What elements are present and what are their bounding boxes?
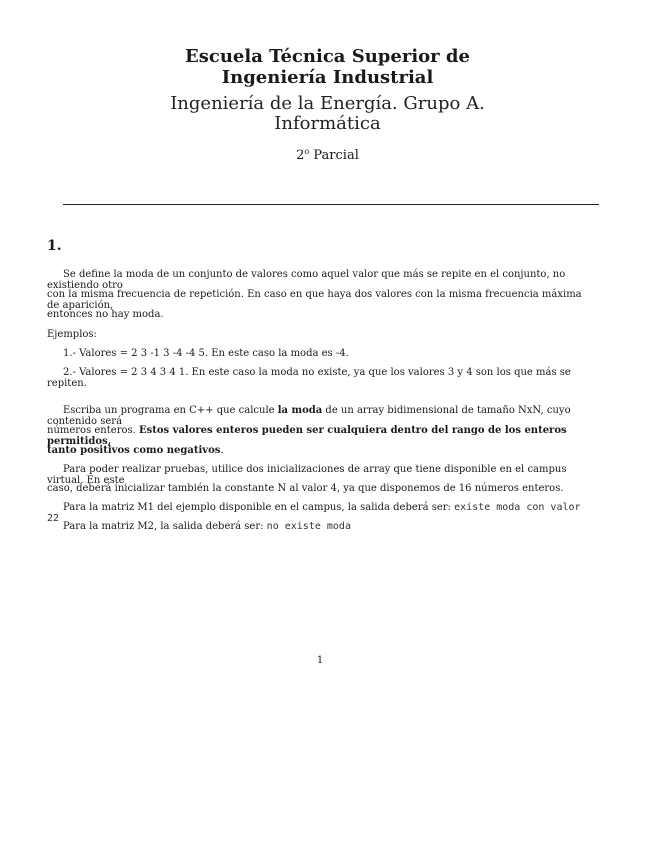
course-title-line1: Ingeniería de la Energía. Grupo A. [170, 93, 485, 114]
m2-text: Para la matriz M2, la salida deberá ser: [63, 521, 267, 532]
task-line-2 [47, 425, 597, 447]
exam-label [0, 144, 655, 164]
exam-text: Parcial [313, 148, 359, 163]
exam-number: 2 [296, 148, 305, 163]
exam-ordinal: o [304, 147, 310, 156]
tests-line-1: Para poder realizar pruebas, utilice dos inicializaciones de array que tiene disponible en el campus virtual. En este [47, 464, 567, 486]
m2-output: no existe moda [266, 521, 351, 532]
intro-line-2: con la misma frecuencia de repetición. En caso en que haya dos valores con la misma frecuencia máxima de aparición, [47, 289, 582, 311]
m1-output: existe moda con valor 22 [47, 502, 581, 524]
task-line-1 [47, 405, 597, 427]
task-line2-pre: números enteros. [47, 425, 139, 436]
tests-line-2: caso, deberá inicializar también la constante N al valor 4, ya que disponemos de 16 números enteros. [47, 483, 564, 494]
page-number: 1 [316, 655, 324, 666]
task-pre: Escriba un programa en C++ que calcule [63, 405, 278, 416]
task-mid: de un array bidimensional de tamaño NxN, cuyo contenido será [47, 405, 571, 427]
school-title-line1: Escuela Técnica Superior de [185, 46, 470, 67]
task-bold-moda: la moda [277, 405, 323, 416]
section-number: 1. [47, 238, 62, 254]
example-2: 2.- Valores = 2 3 4 3 4 1. En este caso la moda no existe, ya que los valores 3 y 4 son los que más se repiten. [47, 367, 571, 389]
task-end: . [220, 445, 224, 456]
task-bold-sign: tanto positivos como negativos [47, 445, 221, 456]
task-line-3 [47, 445, 597, 456]
task-bold-range: Estos valores enteros pueden ser cualquiera dentro del rango de los enteros permitidos, [47, 425, 567, 447]
intro-line-3: entonces no hay moda. [47, 309, 164, 320]
course-title-line2: Informática [274, 113, 381, 134]
example-1: 1.- Valores = 2 3 -1 3 -4 -4 5. En este caso la moda es -4. [63, 348, 349, 359]
school-title-line2: Ingeniería Industrial [221, 67, 434, 88]
m1-text: Para la matriz M1 del ejemplo disponible en el campus, la salida deberá ser: [63, 502, 455, 513]
examples-label: Ejemplos: [47, 329, 97, 340]
intro-line-1: Se define la moda de un conjunto de valores como aquel valor que más se repite en el conjunto, no existiendo otro [47, 269, 566, 291]
m2-line [47, 521, 597, 532]
horizontal-rule [63, 204, 599, 205]
